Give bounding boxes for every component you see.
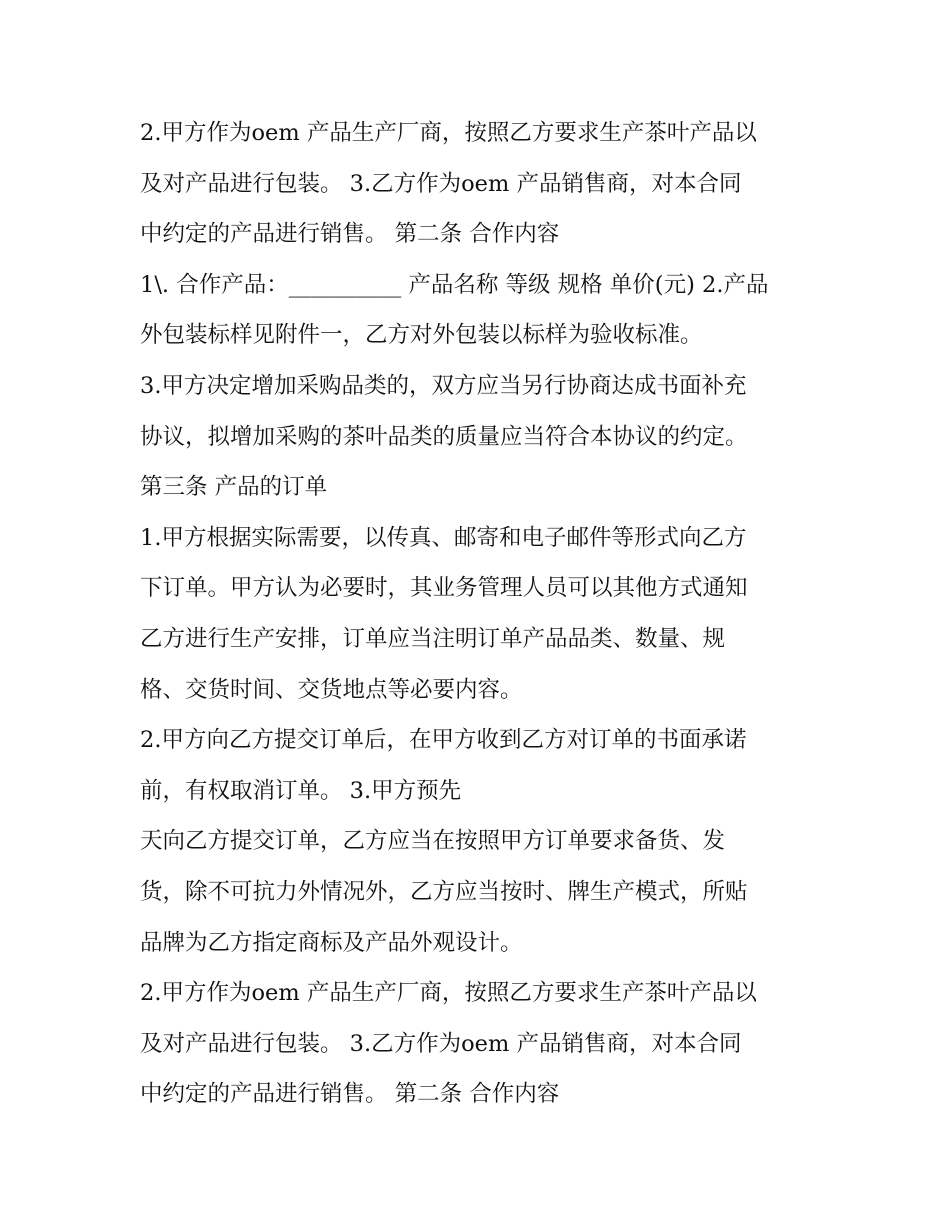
text-line-18: 2.甲方作为oem 产品生产厂商，按照乙方要求生产茶叶产品以 bbox=[140, 980, 757, 1007]
section-heading-3: 第三条 产品的订单 bbox=[140, 474, 328, 501]
text-line-3: 中约定的产品进行销售。 第二条 合作内容 bbox=[140, 221, 560, 248]
text-line-20: 中约定的产品进行销售。 第二条 合作内容 bbox=[140, 1081, 560, 1108]
text-line-15: 天向乙方提交订单，乙方应当在按照甲方订单要求备货、发 bbox=[140, 828, 726, 855]
text-line-1: 2.甲方作为oem 产品生产厂商，按照乙方要求生产茶叶产品以 bbox=[140, 120, 757, 146]
text-line-9: 1.甲方根据实际需要，以传真、邮寄和电子邮件等形式向乙方 bbox=[140, 524, 747, 551]
text-line-2: 及对产品进行包装。 3.乙方作为oem 产品销售商，对本合同 bbox=[140, 170, 742, 197]
document-body bbox=[140, 108, 820, 1120]
text-line-14: 前，有权取消订单。 3.甲方预先 bbox=[140, 777, 462, 804]
text-line-19: 及对产品进行包装。 3.乙方作为oem 产品销售商，对本合同 bbox=[140, 1030, 742, 1057]
text-line-17: 品牌为乙方指定商标及产品外观设计。 bbox=[140, 929, 523, 956]
text-line-6: 3.甲方决定增加采购品类的，双方应当另行协商达成书面补充 bbox=[140, 372, 747, 399]
text-line-7: 协议，拟增加采购的茶叶品类的质量应当符合本协议的约定。 bbox=[140, 423, 748, 450]
text-line-5: 外包装标样见附件一，乙方对外包装以标样为验收标准。 bbox=[140, 322, 703, 349]
text-line-16: 货，除不可抗力外情况外，乙方应当按时、牌生产模式，所贴 bbox=[140, 878, 748, 905]
text-line-13: 2.甲方向乙方提交订单后，在甲方收到乙方对订单的书面承诺 bbox=[140, 727, 747, 754]
text-line-11: 乙方进行生产安排，订单应当注明订单产品品类、数量、规 bbox=[140, 625, 726, 652]
text-line-10: 下订单。甲方认为必要时，其业务管理人员可以其他方式通知 bbox=[140, 575, 748, 602]
text-line-4: 1\. 合作产品：__________ 产品名称 等级 规格 单价(元) 2.产品 bbox=[140, 271, 769, 298]
text-line-12: 格、交货时间、交货地点等必要内容。 bbox=[140, 676, 523, 703]
